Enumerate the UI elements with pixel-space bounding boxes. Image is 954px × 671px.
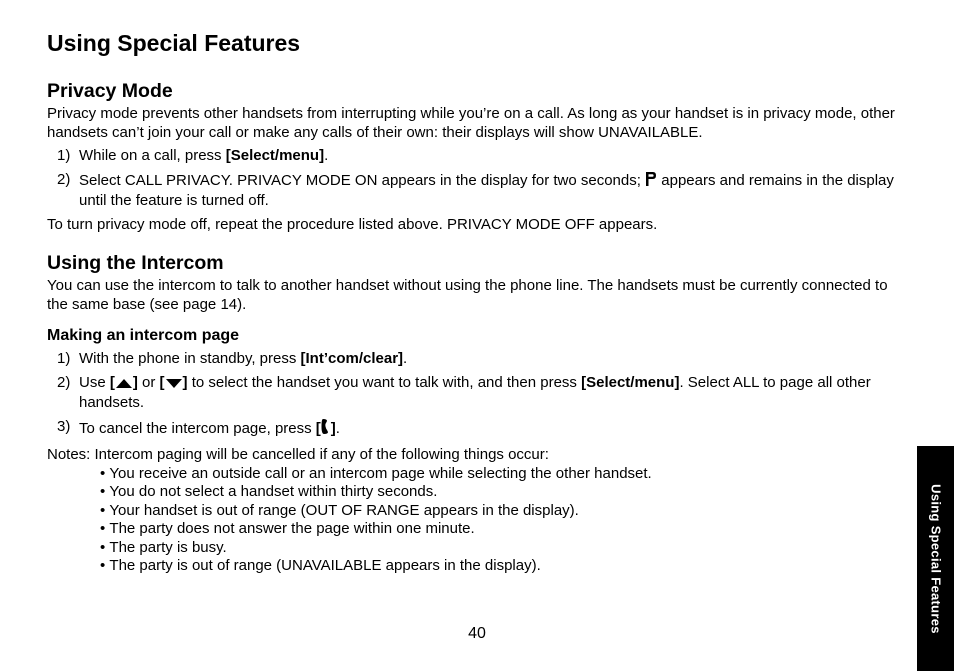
up-arrow-icon	[115, 376, 133, 395]
side-tab	[917, 446, 954, 671]
list-item: • The party is busy.	[100, 539, 907, 558]
step-text: Select CALL PRIVACY. PRIVACY MODE ON appears in the display for two seconds;	[79, 171, 646, 189]
privacy-mode-heading: Privacy Mode	[47, 80, 173, 102]
notes-list	[47, 465, 907, 576]
page-number: 40	[468, 625, 486, 642]
intcom-clear-key: [Int’com/clear]	[300, 350, 404, 367]
page-content	[47, 28, 907, 576]
step-text: While on a call, press	[79, 147, 226, 164]
privacy-intro: Privacy mode prevents other handsets from interrupting while you’re on a call. As long as your handset is in privacy mode, other handsets can’t join your call or make any calls of their own: their displays will show UNAVAILABLE.	[47, 105, 895, 141]
select-menu-key: [Select/menu]	[581, 373, 680, 391]
down-arrow-icon	[165, 376, 183, 395]
intercom-subheading: Making an intercom page	[47, 327, 240, 344]
list-item: 2) Use [ ] or [ ] to select the handset you want to talk with, and then press [Select/menu]. Select ALL to page all other handsets.	[47, 374, 907, 413]
list-item: • The party does not answer the page within one minute.	[100, 520, 907, 539]
list-item: 3) To cancel the intercom page, press [ ].	[47, 418, 907, 441]
notes-lead: Notes: Intercom paging will be cancelled if any of the following things occur:	[47, 446, 549, 463]
side-tab-label: Using Special Features	[928, 483, 943, 634]
page-title: Using Special Features	[47, 30, 301, 56]
step-number: 2)	[57, 373, 71, 391]
privacy-p-icon	[645, 171, 657, 193]
step-number: 1)	[57, 350, 71, 367]
list-item: • You do not select a handset within thirty seconds.	[100, 483, 907, 502]
intercom-intro: You can use the intercom to talk to another handset without using the phone line. The handsets must be currently connected to the same base (see page 14).	[47, 277, 888, 313]
step-text: With the phone in standby, press	[79, 350, 301, 367]
handset-icon	[321, 418, 331, 441]
list-item: • Your handset is out of range (OUT OF RANGE appears in the display).	[100, 502, 907, 521]
list-item: • You receive an outside call or an intercom page while selecting the other handset.	[100, 465, 907, 484]
step-number: 1)	[57, 147, 71, 164]
select-menu-key: [Select/menu]	[225, 147, 325, 164]
list-item: 2) Select CALL PRIVACY. PRIVACY MODE ON appears in the display for two seconds; appears and remains in the display until the feature is turned off.	[47, 171, 907, 211]
notes	[47, 446, 907, 576]
intercom-steps	[47, 350, 907, 440]
privacy-steps	[47, 147, 907, 211]
step-number: 3)	[57, 417, 71, 435]
list-item: 1) With the phone in standby, press [Int’com/clear].	[47, 350, 907, 369]
step-number: 2)	[57, 170, 71, 188]
list-item: 1) While on a call, press [Select/menu].	[47, 147, 907, 166]
intercom-heading: Using the Intercom	[47, 252, 224, 274]
list-item: • The party is out of range (UNAVAILABLE appears in the display).	[100, 557, 907, 576]
privacy-outro: To turn privacy mode off, repeat the procedure listed above. PRIVACY MODE OFF appears.	[47, 215, 658, 233]
